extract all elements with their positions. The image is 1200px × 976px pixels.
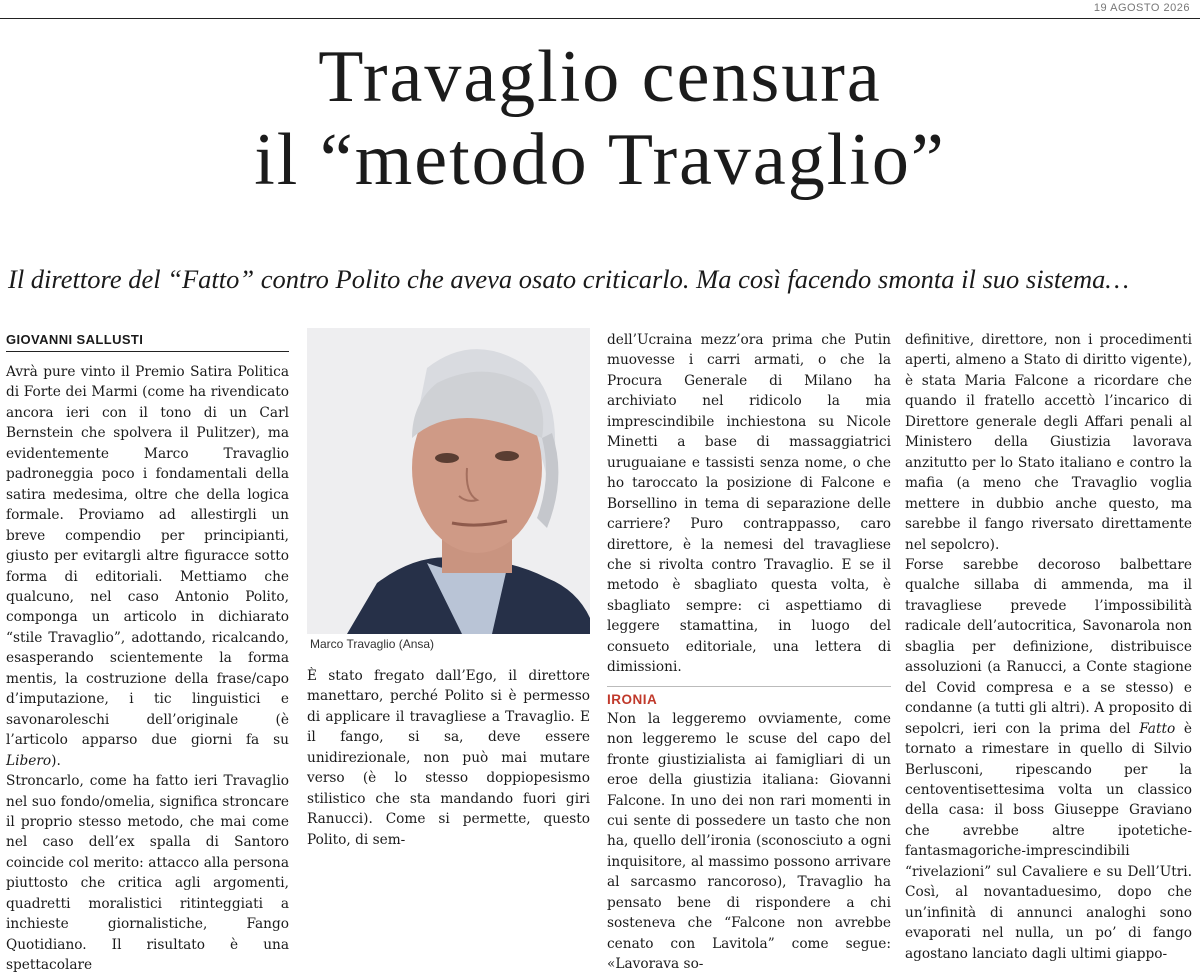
photo-caption: Marco Travaglio (Ansa) xyxy=(310,637,435,651)
article-column-4 xyxy=(905,330,1192,964)
italic-reference: Libero xyxy=(6,752,52,769)
section-heading: IRONIA xyxy=(607,686,891,709)
paragraph xyxy=(6,362,289,771)
paragraph: Non la leggeremo ovviamente, come non leggeremo le scuse del capo del fronte giustizialista ai famigliari di un eroe della giustizia italiana: Giovanni Falcone. In uno dei non rari momenti in cui sente di possedere un tasto che non ha, quello dell’ironia (sconosciuto a ogni inquisitore, al massimo possono arrivare al sarcasmo rancoroso), Travaglio ha pensato bene di rispondere a chi sosteneva che “Falcone non avrebbe cenato con Lavitola” come segue: «Lavorava so- xyxy=(607,710,891,973)
paragraph-text: ). xyxy=(51,752,61,769)
article-column-1 xyxy=(6,362,289,976)
paragraph: È stato fregato dall’Ego, il direttore manettaro, perché Polito si è permesso di applicare il travagliese a Travaglio. E il fango, si sa, deve essere unidirezionale, non può mai mutare verso (è lo stesso doppiopesismo stilistico che sta mandando fuori giri Ranucci). Come si permette, questo Polito, di sem- xyxy=(307,668,590,848)
subheadline: Il direttore del “Fatto” contro Polito che aveva osato criticarlo. Ma così facendo smonta il suo sistema… xyxy=(8,264,1129,294)
masthead-bar xyxy=(0,0,1200,19)
article-column-2 xyxy=(307,666,590,850)
italic-reference: Fatto xyxy=(1139,720,1176,737)
paragraph: definitive, direttore, non i procedimenti aperti, almeno a Stato di diritto vigente), è stata Maria Falcone a ricordare che quando il fratello accettò l’incarico di Direttore generale degli Affari penali al Ministero della Giustizia lavorava anzitutto per lo Stato italiano e contro la mafia (a meno che Travaglio voglia mettere in dubbio anche questo, ma sarebbe il fango riversato direttamente nel sepolcro). xyxy=(905,332,1192,553)
article-column-3 xyxy=(607,330,891,975)
headline-line-2: il “metodo Travaglio” xyxy=(254,119,946,201)
headline xyxy=(0,36,1200,202)
paragraph: Stroncarlo, come ha fatto ieri Travaglio nel suo fondo/omelia, significa stroncare il proprio stesso metodo, che mai come nel caso dell’ex spalla di Santoro coincide col merito: attacco alla persona piuttosto che critica agli argomenti, quadretti moralistici ritinteggiati a inchieste giornalistiche, Fango Quotidiano. Il risultato è una spettacolare xyxy=(6,773,289,974)
paragraph-text: Forse sarebbe decoroso balbettare qualche sillaba di ammenda, ma il travagliese prevede l’impossibilità radicale dell’autocritica, Savonarola non sbaglia per definizione, distribuisce assoluzioni (a Ranucci, a Conte stagione del Covid compresa e a se stesso) e condanne (a tutti gli altri). A proposito di sepolcri, ieri con la prima del xyxy=(905,556,1192,737)
issue-date: 19 AGOSTO 2026 xyxy=(1093,2,1190,14)
paragraph xyxy=(905,555,1192,964)
portrait-image xyxy=(307,328,590,634)
paragraph-text: è tornato a rimestare in quello di Silvio Berlusconi, ripescando per la centoventisettesima volta un classico della casa: il boss Giuseppe Graviano che avrebbe altre ipotetiche-fantasmagoriche-imprescindibili “rivelazioni” sul Cavaliere e su Dell’Utri. Così, al novantaduesimo, dopo che un’infinità di annunci analoghi sono evaporati nel nulla, un po’ di fango agostano lanciato dagli ultimi giappo- xyxy=(905,720,1192,962)
paragraph: dell’Ucraina mezz’ora prima che Putin muovesse i carri armati, o che la Procura Generale di Milano ha archiviato nel ridicolo la mia imprescindibile inchiestona su Nicole Minetti a base di massaggiatrici uruguaiane e tassisti senza nome, o che ho taroccato la posizione di Falcone e Borsellino in tema di separazione delle carriere? Puro contrappasso, caro direttore, è la nemesi del travagliese che si rivolta contro Travaglio. E se il metodo è sbagliato questa volta, è sbagliato sempre: ci aspettiamo di leggere stamattina, in luogo del consueto editoriale, una lettera di dimissioni. xyxy=(607,332,891,676)
byline: GIOVANNI SALLUSTI xyxy=(6,332,289,352)
paragraph-text: Avrà pure vinto il Premio Satira Politica di Forte dei Marmi (come ha rivendicato ancora ieri con il tono di un Carl Bernstein che spolvera il Pulitzer), ma evidentemente Marco Travaglio padroneggia poco i fondamentali della satira medesima, oltre che della logica formale. Proviamo ad allestirgli un breve compendio per principianti, giusto per evitargli altre figuracce sotto forma di editoriali. Mettiamo che qualcuno, nel caso Antonio Polito, componga un articolo in dichiarato “stile Travaglio”, adottando, ricalcando, esasperando scientemente la forma mentis, la costruzione della frase/capo d’imputazione, i tic linguistici e savonaroleschi dell’originale (è l’articolo apparso due giorni fa su xyxy=(6,364,289,749)
article-photo xyxy=(307,328,590,634)
headline-line-1: Travaglio censura xyxy=(318,36,882,118)
